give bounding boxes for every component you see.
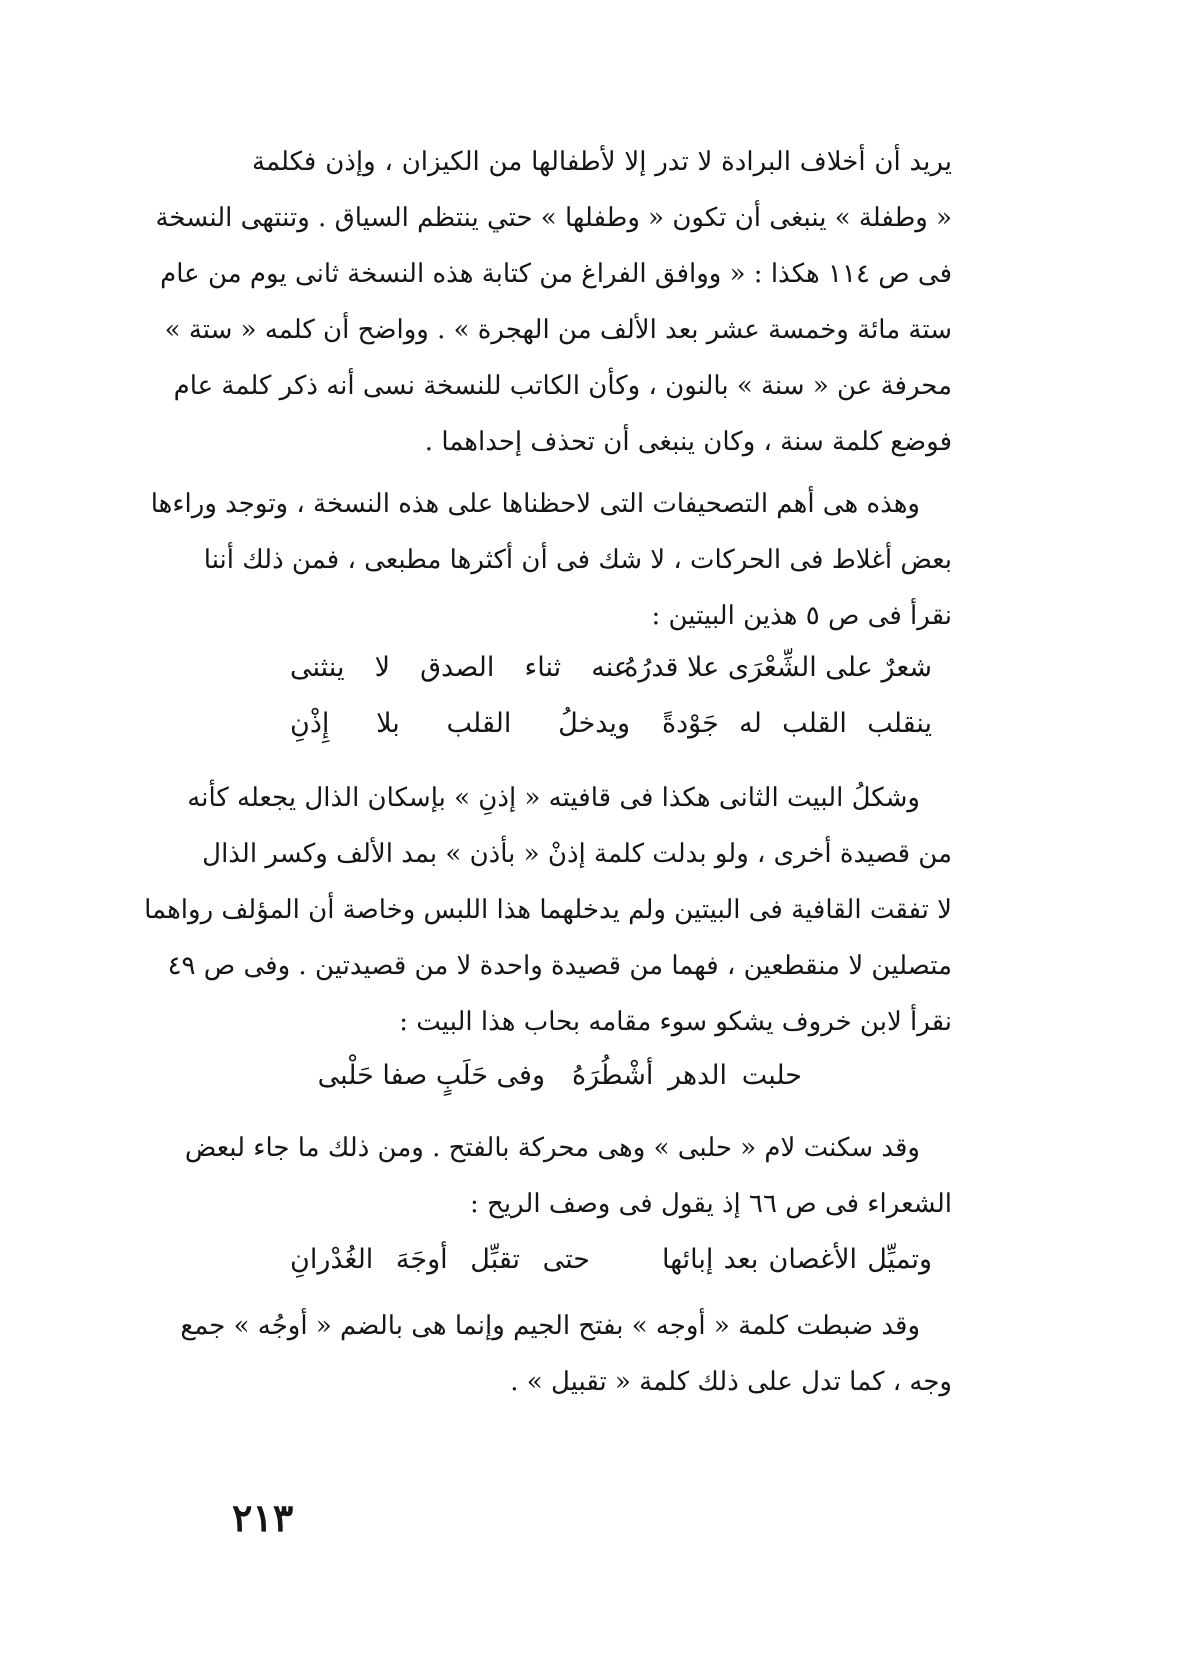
verse-second-hemistich: عنه ثناء الصدق لا ينثنى: [290, 652, 630, 683]
text-line: وهذه هى أهم التصحيفات التى لاحظناها على هذه النسخة ، وتوجد وراءها: [150, 489, 920, 519]
text-line: من قصيدة أخرى ، ولو بدلت كلمة إذنْ « بأذن » بمد الألف وكسر الذال: [202, 839, 952, 869]
text-line: نقرأ فى ص ٥ هذين البيتين :: [651, 601, 952, 631]
verse-first-hemistich: شعرٌ على الشِّعْرَى علا قدرُهُ: [624, 652, 932, 683]
page-number: ٢١٣: [232, 1495, 294, 1540]
text-line: نقرأ لابن خروف يشكو سوء مقامه بحاب هذا البيت :: [399, 1007, 952, 1037]
text-line: متصلين لا منقطعين ، فهما من قصيدة واحدة لا من قصيدتين . وفى ص ٤٩: [167, 951, 952, 981]
text-line: وقد ضبطت كلمة « أوجه » بفتح الجيم وإنما هى بالضم « أوجُه » جمع: [180, 1311, 920, 1341]
text-line: ستة مائة وخمسة عشر بعد الألف من الهجرة » . وواضح أن كلمه « ستة »: [164, 315, 952, 345]
text-line: وجه ، كما تدل على ذلك كلمة « تقبيل » .: [510, 1367, 952, 1397]
text-line: « وطفلة » ينبغى أن تكون « وطفلها » حتي ينتظم السياق . وتنتهى النسخة: [155, 203, 952, 233]
verse-second-hemistich: ويدخلُ القلب بلا إِذْنِ: [290, 708, 630, 739]
text-line: وشكلُ البيت الثانى هكذا فى قافيته « إذنِ » بإسكان الذال يجعله كأنه: [187, 783, 920, 813]
text-line: لا تفقت القافية فى البيتين ولم يدخلهما هذا اللبس وخاصة أن المؤلف رواهما: [144, 895, 952, 925]
verse-first-hemistich: حلبت الدهر أشْطُرَهُ: [572, 1060, 802, 1091]
verse-first-hemistich: وتميِّل الأغصان بعد إبائها: [662, 1244, 932, 1275]
verse-first-hemistich: ينقلب القلب له جَوْدةً: [662, 708, 932, 739]
text-line: فى ص ١١٤ هكذا : « ووافق الفراغ من كتابة هذه النسخة ثانى يوم من عام: [160, 259, 952, 289]
text-line: الشعراء فى ص ٦٦ إذ يقول فى وصف الريح :: [470, 1189, 952, 1219]
verse-second-hemistich: حتى تقبِّل أوجَهَ الغُدْرانِ: [290, 1244, 590, 1275]
verse-second-hemistich: وفى حَلَبٍ صفا حَلْبى: [317, 1060, 545, 1091]
text-line: محرفة عن « سنة » بالنون ، وكأن الكاتب للنسخة نسى أنه ذكر كلمة عام: [173, 371, 952, 401]
text-line: فوضع كلمة سنة ، وكان ينبغى أن تحذف إحداهما .: [424, 427, 952, 457]
text-line: بعض أغلاط فى الحركات ، لا شك فى أن أكثرها مطبعى ، فمن ذلك أننا: [203, 545, 952, 575]
text-line: وقد سكنت لام « حلبى » وهى محركة بالفتح . ومن ذلك ما جاء لبعض: [184, 1133, 920, 1163]
text-line: يريد أن أخلاف البرادة لا تدر إلا لأطفالها من الكيزان ، وإذن فكلمة: [252, 147, 952, 177]
